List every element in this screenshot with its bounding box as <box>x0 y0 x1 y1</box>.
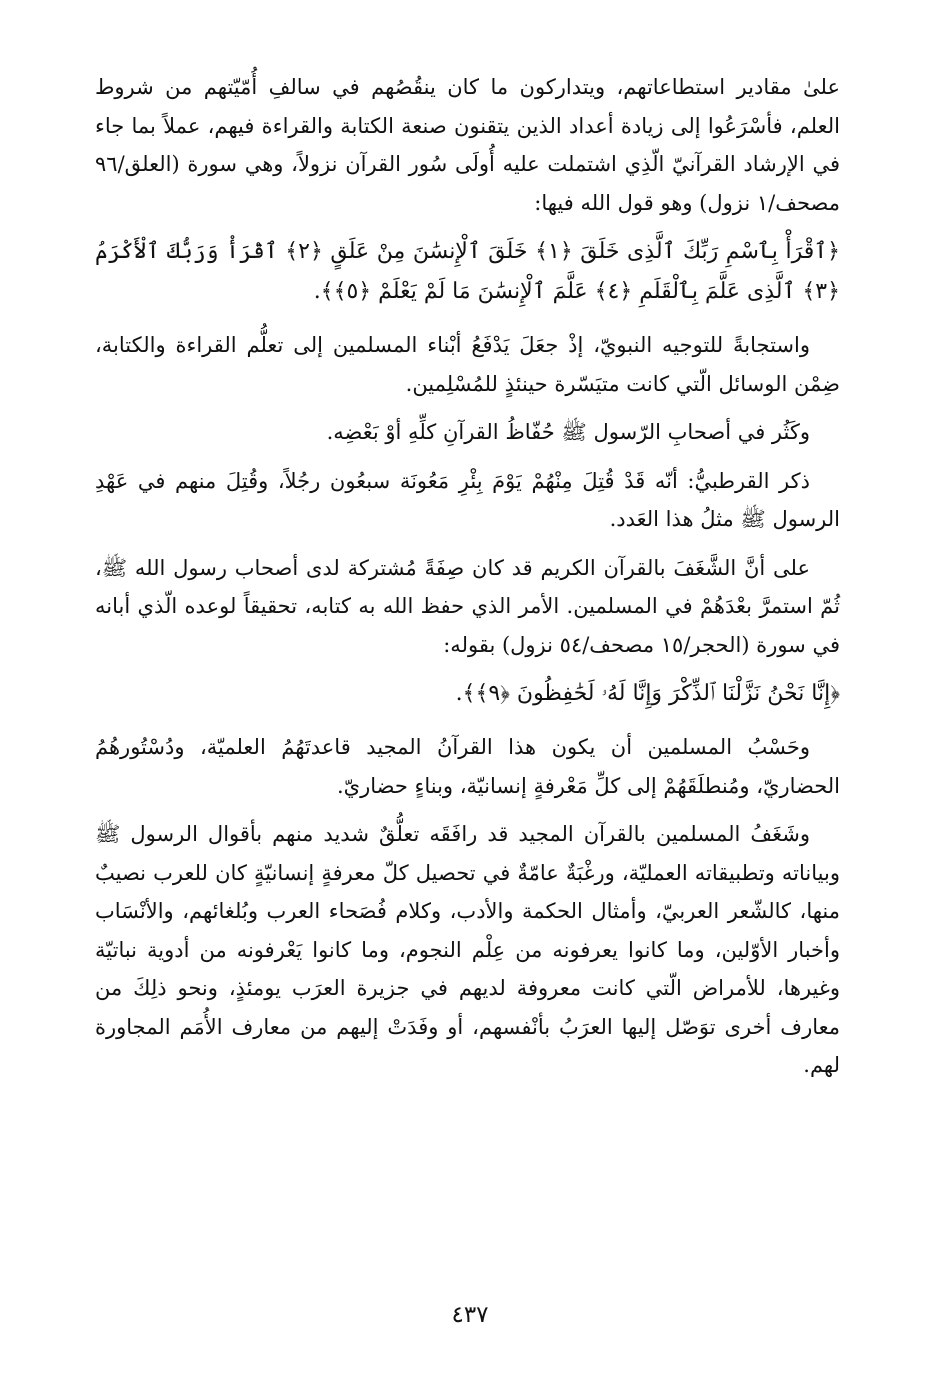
paragraph-2: واستجابةً للتوجيه النبويّ، إذْ جعَلَ يَدْفَعُ أبْناء المسلمين إلى تعلُّم القراءة والكتابة، ضِمْن الوسائل الّتي كانت متيَسّرة حينئذٍ للمُسْلِمين. <box>95 333 840 396</box>
paragraph-3: وكَثُر في أصحابِ الرّسول ﷺ حُفّاظُ القرآنِ كلِّهِ أوْ بَعْضِه. <box>326 420 810 444</box>
paragraph-7: وشَغَفُ المسلمين بالقرآن المجيد قد رافَقَه تعلُّقٌ شديد منهم بأقوال الرسول ﷺ وبياناته وتطبيقاته العمليّة، ورغْبَةٌ عامّةٌ في تحصيل كلّ معرفةٍ إنسانيّةٍ كان للعرب نصيبٌ منها، كالشّعر العربيّ، وأمثال الحكمة والأدب، وكلام فُصَحاء العرب وبُلغائهم، والأنْسَاب وأخبار الأوّلين، وما كانوا يعرفونه من عِلْم النجوم، وما كانوا يَعْرفونه من أدوية نباتيّة وغيرها، للأمراض الّتي كانت معروفة لديهم في جزيرة العرَب يومئذٍ، ونحو ذلِكَ من معارف أخرى توَصّل إليها العرَبُ بأنْفسهم، أو وفَدَتْ إليهم من معارف الأُمَم المجاورة لهم. <box>95 822 840 1077</box>
page-number: ٤٣٧ <box>451 1302 489 1328</box>
page-body <box>95 68 840 1095</box>
quran-verse-al-hijr: ﴿إِنَّا نَحْنُ نَزَّلْنَا ٱلذِّكْرَ وَإِنَّا لَهُۥ لَحَٰفِظُونَ ﴿٩﴾﴾. <box>455 681 840 706</box>
quran-verse-al-alaq: ﴿ٱقْرَأْ بِٱسْمِ رَبِّكَ ٱلَّذِى خَلَقَ ﴿١﴾ خَلَقَ ٱلْإِنسَٰنَ مِنْ عَلَقٍ ﴿٢﴾ ٱقْرَأْ وَرَبُّكَ ٱلْأَكْرَمُ ﴿٣﴾ ٱلَّذِى عَلَّمَ بِٱلْقَلَمِ ﴿٤﴾ عَلَّمَ ٱلْإِنسَٰنَ مَا لَمْ يَعْلَمْ ﴿٥﴾﴾. <box>95 239 840 304</box>
paragraph-4: ذكر القرطبيُّ: أنّه قَدْ قُتِلَ مِنْهُمْ يَوْمَ بِئْرِ مَعُونَة سبعُون رجُلاً، وقُتِلَ منهم في عَهْدِ الرسول ﷺ مثلُ هذا العَدد. <box>95 468 840 531</box>
paragraph-6: وحَسْبُ المسلمين أن يكون هذا القرآنُ المجيد قاعدتَهُمُ العلميّة، ودُسْتُورهُمُ الحضاريّ، ومُنطلَقَهُمْ إلى كلِّ مَعْرفةٍ إنسانيّة، وبناءٍ حضاريّ. <box>95 735 840 798</box>
paragraph-5: على أنَّ الشَّغَفَ بالقرآن الكريم قد كان صِفَةً مُشتركة لدى أصحاب رسول الله ﷺ، ثُمّ استمرَّ بعْدَهُمْ في المسلمين. الأمر الذي حفظ الله به كتابه، تحقيقاً لوعده الّذي أبانه في سورة (الحجر/١٥ مصحف/٥٤ نزول) بقوله: <box>95 555 841 657</box>
paragraph-1: علىٰ مقادير استطاعاتهم، ويتداركون ما كان ينقُصُهم في سالفِ أُمّيّتهم من شروط العلم، فأسْرَعُوا إلى زيادة أعداد الذين يتقنون صنعة الكتابة والقراءة فيهم، عملاً بما جاء في الإرشاد القرآنيّ الّذِي اشتملت عليه أُولَى سُور القرآن نزولاً، وهي سورة (العلق/٩٦ مصحف/١ نزول) وهو قول الله فيها: <box>95 75 840 215</box>
